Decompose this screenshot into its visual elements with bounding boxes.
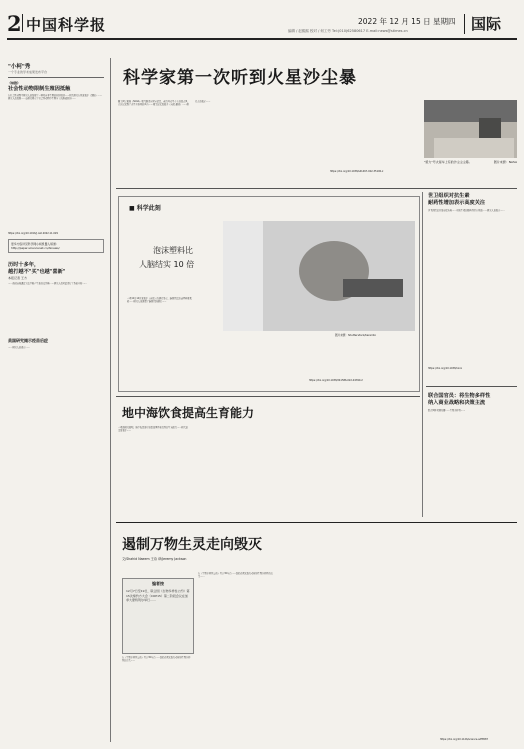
science-body: 一项12月14日发表于《自然》的研究显示，脑组织比泡沫塑料更柔软……研究人员测量了脑组织的硬度…… (127, 297, 192, 304)
section-divider (464, 14, 465, 34)
lead-rule (116, 188, 517, 189)
mars-photo (424, 100, 517, 158)
science-link[interactable]: https://doi.org/10.1038/d41586-022-04390-2 (309, 379, 363, 382)
bottom-story-title: 遏制万物生灵走向毁灭 (122, 537, 262, 553)
science-headline-2: 人脑结实 10 倍 (139, 260, 195, 269)
right-brief-1-link[interactable]: https://doi.org/10.1038/xxxx (428, 367, 463, 370)
issue-date: 2022 年 12 月 15 日 星期四 (358, 17, 456, 26)
bottom-story-body-a: 在《生物多样性公约》签订30年后……我们必须采取行动遏制生物多样性的丧失…… (122, 656, 191, 663)
newspaper-logo: 中国科学报 (26, 16, 107, 34)
more-link[interactable]: http://paper.sciencenet.cn/AInews/ (11, 246, 60, 250)
mediterranean-title: 地中海饮食提高生育能力 (122, 406, 255, 420)
article3-body: ……研究人员表示…… (8, 346, 30, 349)
article1-link[interactable]: https://doi.org/10.1016/j.cell.2022.11.029 (8, 232, 58, 235)
science-headline-1: 泡沫塑料比 (153, 246, 193, 255)
left-column-divider (110, 58, 111, 742)
article1-title: 社会性动物限制生殖因抵触 (8, 86, 71, 92)
column-tag: "小柯"秀 (8, 64, 31, 70)
mediterranean-body: 一项新研究表明，地中海饮食可以提高男性和女性的生育能力……相关论文发表于…… (118, 426, 188, 433)
bottom-story-byline: 文/Shahid Naeem 王诗 译/Jeremy Jackson (122, 557, 187, 561)
pull-quote-label: 编者按 (152, 581, 164, 586)
page-number: 2 (7, 11, 22, 36)
right-brief-1-title: 世卫组织对抗生素 耐药性增加表示高度关注 (428, 193, 486, 206)
science-box-label: ■ 科学此刻 (129, 205, 161, 212)
lead-body: 据美国宇航局（NASA）喷气推进实验室消息，毅力号火星车上的麦克风首次记录到了火星尘卷风的声音……相关论文发表于《自然-通讯》……研究人员表示…… (118, 100, 211, 107)
article2-title: 历时十多年， 越打越不"买"也越"喜新" (8, 262, 66, 275)
right-brief-2-body: 联合国环境规划署……生物多样性…… (428, 409, 466, 412)
right-brief-2 (428, 392, 517, 515)
section-name: 国际 (471, 15, 502, 33)
bottom-story-body-b: 在《生物多样性公约》签订30年后……我们必须采取行动遏制生物多样性的丧失…… (198, 572, 273, 579)
article2-body: ……新冠病毒通过突变不断产生新的变异株……研究人员对此进行了系统分析…… (8, 282, 87, 285)
editor-info: 编辑 / 赵熙熙 校对 / 何工劳 Tel:(010)62580617 E-mail:news@stimes.cn (288, 29, 408, 33)
lead-link[interactable]: https://doi.org/10.1038/s41467-022-35100-z (330, 170, 384, 173)
bottom-story-link[interactable]: https://doi.org/10.1126/science.adf8587 (440, 738, 489, 741)
science-box (118, 196, 420, 392)
header-divider (22, 14, 23, 32)
left-column (8, 62, 104, 641)
article2-byline: 本报记者 王方 (8, 276, 27, 280)
article1-tag: 《细胞》 (8, 81, 21, 85)
pull-quote-box (122, 578, 194, 654)
header-rule (7, 38, 517, 40)
right-brief-1 (428, 192, 517, 370)
lead-title: 科学家第一次听到火星沙尘暴 (123, 68, 357, 88)
right-brief-2-title: 联合国官员：将生物多样性 纳入商业战略和决策主流 (428, 393, 491, 406)
brain-photo-credit: 图片来源：Shutterstock/kerardio (335, 334, 376, 337)
right-brief-1-body: 世卫组织近日发布报告称……对抗生素的耐药性正在增加……研究人员表示…… (428, 209, 505, 212)
article1-body: 在社会性动物中研究人员发现了一种对自身生殖的控制机制……相关研究在线发表于《细胞》……研究人员发现……该研究揭示了社会性动物中生殖分工的形成机制…… (8, 94, 103, 101)
more-line: 更多内容详见科学网小柯机器人频道： (11, 242, 59, 246)
right-column-divider (422, 192, 423, 517)
article3-title: 美国研究揭示疫苗后症 (8, 338, 48, 343)
mars-caption: "毅力"号火星车上有的沙尘尘尘暴。 图片来源：NASA (424, 160, 517, 164)
pull-quote-body: 12月7日至19日，联合国《生物多样性公约》第15次缔约方大会（COP15）第二阶段会议在加拿大蒙特利尔举行…… (126, 589, 190, 603)
column-subtitle: 一个专业的学术成果发布平台 (8, 70, 48, 74)
